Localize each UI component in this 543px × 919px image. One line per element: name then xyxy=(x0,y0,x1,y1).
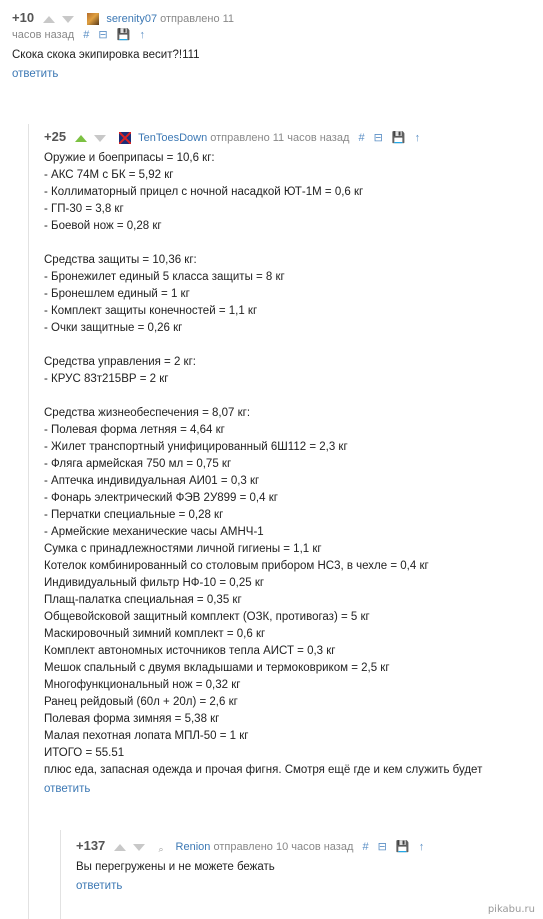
downvote-icon[interactable] xyxy=(94,135,106,142)
comment-tools xyxy=(358,132,426,144)
comment-header-line2 xyxy=(12,27,532,43)
collapse-icon[interactable]: ⊟ xyxy=(98,29,108,41)
save-icon[interactable]: 💾 xyxy=(116,29,131,41)
author-link[interactable]: TenToesDown xyxy=(138,132,208,144)
save-icon[interactable]: 💾 xyxy=(395,841,410,853)
upvote-icon[interactable] xyxy=(43,16,55,23)
upvote-icon[interactable] xyxy=(75,135,87,142)
permalink-icon[interactable]: # xyxy=(83,29,90,41)
reply-link[interactable]: ответить xyxy=(76,880,123,892)
avatar[interactable] xyxy=(87,13,99,25)
comment-header xyxy=(76,838,536,855)
comment-header xyxy=(44,129,539,146)
save-icon[interactable]: 💾 xyxy=(391,132,406,144)
comment-text: Оружие и боеприпасы = 10,6 кг: - АКС 74М с БК = 5,92 кг - Коллиматорный прицел с ночной насадкой ЮТ-1М = 0,6 кг - ГП-30 = 3,8 кг - Боевой нож = 0,28 кг Средства защиты = 10,36 кг: - Бронежилет единый 5 класса защиты = 8 кг - Бронешлем единый = 1 кг - Комплект защиты конечностей = 1,1 кг - Очки защитные = 0,26 кг Средства управления = 2 кг: - КРУС 83т215ВР = 2 кг Средства жизнеобеспечения = 8,07 кг: - Полевая форма летняя = 4,64 кг - Жилет транспортный унифицированный 6Ш112 = 2,3 кг - Фляга армейская 750 мл = 0,75 кг - Аптечка индивидуальная АИ01 = 0,3 кг - Фонарь электрический ФЭВ 2У899 = 0,4 кг - Перчатки специальные = 0,28 кг - Армейские механические часы АМНЧ-1 Сумка с принадлежностями личной гигиены = 1,1 кг Котелок комбинированный со столовым прибором НС3, в чехле = 0,4 кг Индивидуальный фильтр НФ-10 = 0,25 кг Плащ-палатка специальная = 0,35 кг Общевойсковой защитный комплект (ОЗК, противогаз) = 5 кг Маскировочный зимний комплект = 0,6 кг Комплект автономных источников тепла АИСТ = 0,3 кг Мешок спальный с двумя вкладышами и термоковриком = 2,5 кг Многофункциональный нож = 0,32 кг Ранец рейдовый (60л + 20л) = 2,6 кг Полевая форма зимняя = 5,38 кг Малая пехотная лопата МПЛ-50 = 1 кг ИТОГО = 55.51 плюс еда, запасная одежда и прочая фигня. Смотря ещё где и кем служить будет xyxy=(44,152,483,776)
upvote-icon[interactable] xyxy=(114,844,126,851)
comment xyxy=(76,838,536,894)
comment-text: Скока скока экипировка весит?!111 xyxy=(12,49,200,61)
posted-time: отправлено 11 xyxy=(160,13,235,25)
collapse-icon[interactable]: ⊟ xyxy=(373,132,383,144)
parent-icon[interactable]: ↑ xyxy=(139,29,145,41)
posted-time: отправлено 10 часов назад xyxy=(213,841,354,853)
comment-tools xyxy=(362,841,430,853)
posted-time: отправлено 11 часов назад xyxy=(210,132,350,144)
parent-icon[interactable]: ↑ xyxy=(414,132,421,144)
reply-link[interactable]: ответить xyxy=(12,68,59,80)
comment-score: +10 xyxy=(12,10,35,25)
comment-text: Вы перегружены и не можете бежать xyxy=(76,861,275,873)
permalink-icon[interactable]: # xyxy=(358,132,365,144)
permalink-icon[interactable]: # xyxy=(362,841,369,853)
downvote-icon[interactable] xyxy=(62,16,74,23)
watermark: pikabu.ru xyxy=(487,904,535,915)
avatar[interactable] xyxy=(119,132,131,144)
comment xyxy=(12,10,532,82)
comment-score: +137 xyxy=(76,838,106,853)
posted-time-cont: часов назад xyxy=(12,29,75,41)
thread-line xyxy=(60,830,61,919)
parent-icon[interactable]: ↑ xyxy=(418,841,425,853)
comment-tools xyxy=(83,29,151,41)
comment-header xyxy=(12,10,532,27)
collapse-icon[interactable]: ⊟ xyxy=(377,841,387,853)
thread-line xyxy=(28,124,29,919)
reply-link[interactable]: ответить xyxy=(44,783,91,795)
downvote-icon[interactable] xyxy=(133,844,145,851)
avatar[interactable]: ⌕ xyxy=(158,844,164,855)
comment xyxy=(44,129,539,797)
comment-score: +25 xyxy=(44,129,67,144)
author-link[interactable]: serenity07 xyxy=(106,13,158,25)
author-link[interactable]: Renion xyxy=(175,841,211,853)
